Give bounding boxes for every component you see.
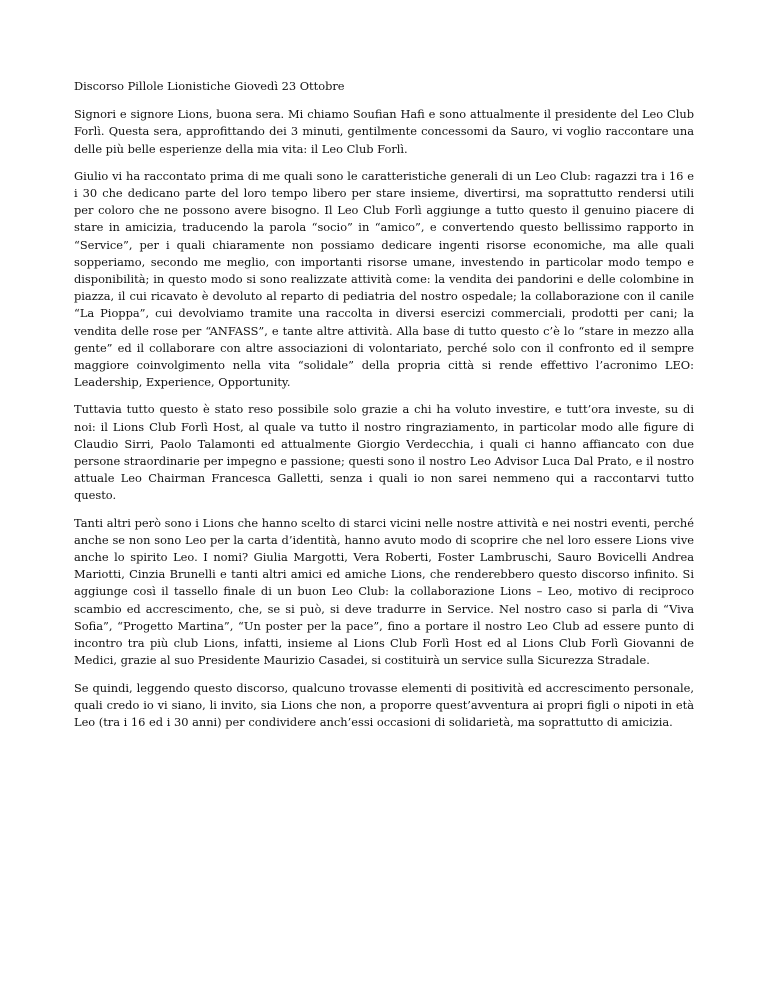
paragraph-closing-invitation: Se quindi, leggendo questo discorso, qualcuno trovasse elementi di positività ed accrescimento personale, quali credo io vi siano, li invito, sia Lions che non, a proporre quest’avventura ai propri figli o nipoti in età Leo (tra i 16 ed i 30 anni) per condividere anch’essi occasioni di solidarietà, ma soprattutto di amicizia. <box>74 680 694 729</box>
document-page <box>74 78 694 741</box>
paragraph-leo-club-activities: Giulio vi ha raccontato prima di me quali sono le caratteristiche generali di un Leo Club: ragazzi tra i 16 e i 30 che dedicano parte del loro tempo libero per stare insieme, divertirsi, ma soprattutto rendersi utili per coloro che ne possono avere bisogno. Il Leo Club Forlì aggiunge a tutto questo il genuino piacere di stare in amicizia, traducendo la parola “socio” in “amico”, e convertendo questo bellissimo rapporto in “Service”, per i quali chiaramente non possiamo dedicare ingenti risorse economiche, ma alle quali sopperiamo, secondo me meglio, con importanti risorse umane, investendo in particolar modo tempo e disponibilità; in questo modo si sono realizzate attività come: la vendita dei pandorini e delle colombine in piazza, il cui ricavato è devoluto al reparto di pediatria del nostro ospedale; la collaborazione con il canile “La Pioppa”, cui devolviamo tramite una raccolta in diversi esercizi commerciali, prodotti per cani; la vendita delle rose per “ANFASS”, e tante altre attività. Alla base di tutto questo c’è lo “stare in mezzo alla gente” ed il collaborare con altre associazioni di volontariato, perché solo con il confronto ed il sempre maggiore coinvolgimento nella vita “solidale” della propria città si rende effettivo l’acronimo LEO: Leadership, Experience, Opportunity. <box>74 168 694 390</box>
paragraph-acknowledgements: Tuttavia tutto questo è stato reso possibile solo grazie a chi ha voluto investire, e tutt’ora investe, su di noi: il Lions Club Forlì Host, al quale va tutto il nostro ringraziamento, in particolar modo alle figure di Claudio Sirri, Paolo Talamonti ed attualmente Giorgio Verdecchia, i quali ci hanno affiancato con due persone straordinarie per impegno e passione; questi sono il nostro Leo Advisor Luca Dal Prato, e il nostro attuale Leo Chairman Francesca Galletti, senza i quali io non sarei nemmeno qui a raccontarvi tutto questo. <box>74 402 694 503</box>
paragraph-introduction: Signori e signore Lions, buona sera. Mi chiamo Soufian Hafi e sono attualmente il presidente del Leo Club Forlì. Questa sera, approfittando dei 3 minuti, gentilmente concessomi da Sauro, vi voglio raccontare una delle più belle esperienze della mia vita: il Leo Club Forlì. <box>74 107 694 156</box>
paragraph-lions-collaboration: Tanti altri però sono i Lions che hanno scelto di starci vicini nelle nostre attività e nei nostri eventi, perché anche se non sono Leo per la carta d’identità, hanno avuto modo di scoprire che nel loro essere Lions vive anche lo spirito Leo. I nomi? Giulia Margotti, Vera Roberti, Foster Lambruschi, Sauro Bovicelli Andrea Mariotti, Cinzia Brunelli e tanti altri amici ed amiche Lions, che renderebbero questo discorso infinito. Si aggiunge così il tassello finale di un buon Leo Club: la collaborazione Lions – Leo, motivo di reciproco scambio ed accrescimento, che, se si può, si deve tradurre in Service. Nel nostro caso si parla di “Viva Sofia”, “Progetto Martina”, “Un poster per la pace”, fino a portare il nostro Leo Club ad essere punto di incontro tra più club Lions, infatti, insieme al Lions Club Forlì Host ed al Lions Club Forlì Giovanni de Medici, grazie al suo Presidente Maurizio Casadei, si costituirà un service sulla Sicurezza Stradale. <box>74 515 694 668</box>
document-title: Discorso Pillole Lionistiche Giovedì 23 Ottobre <box>74 79 345 93</box>
